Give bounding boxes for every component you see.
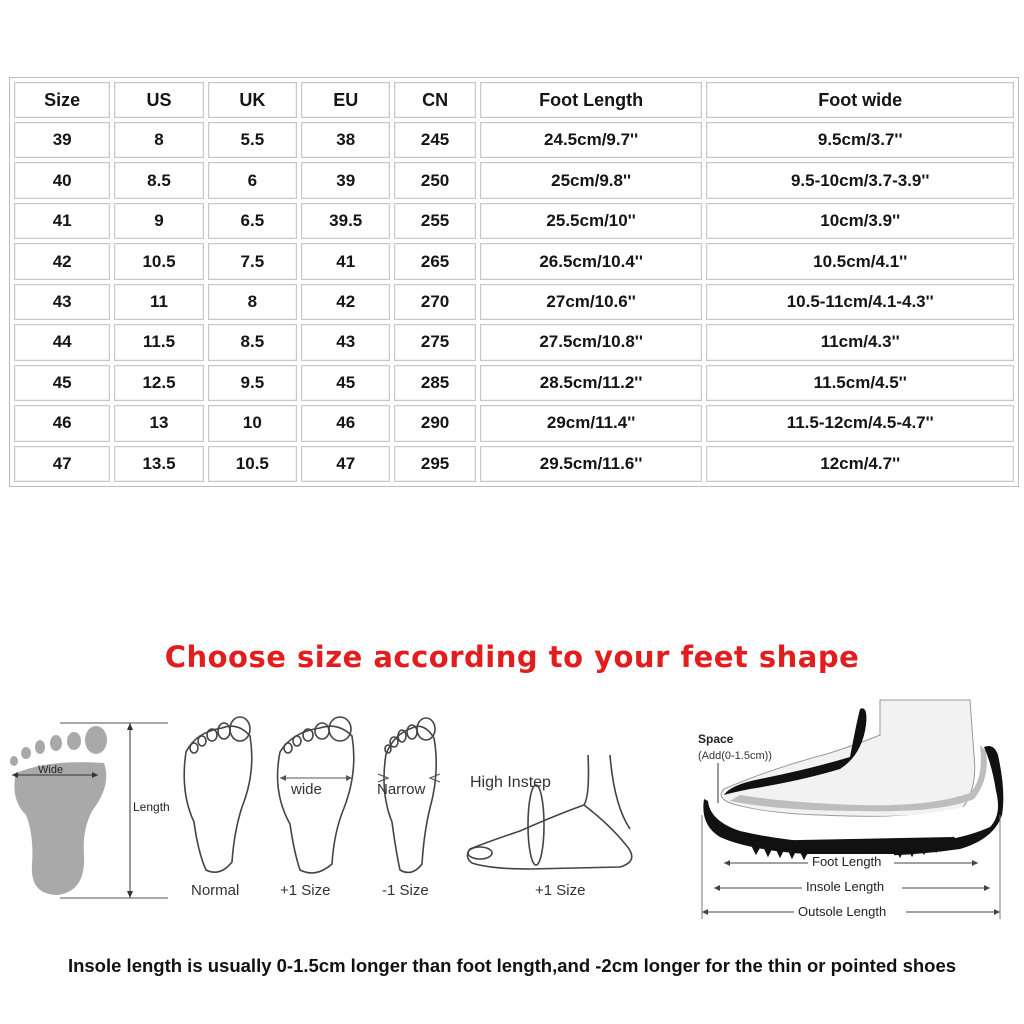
- table-cell: 46: [14, 405, 110, 441]
- table-cell: 43: [301, 324, 390, 360]
- table-cell: 43: [14, 284, 110, 320]
- header-cn: CN: [394, 82, 475, 118]
- table-header-row: [14, 82, 1014, 118]
- table-cell: 10.5: [208, 446, 297, 483]
- table-row: [14, 365, 1014, 401]
- shoe-length-diagram: [690, 695, 1010, 930]
- insole-length-label: Insole Length: [806, 879, 885, 894]
- table-row: [14, 446, 1014, 483]
- table-cell: 13.5: [114, 446, 203, 483]
- table-row: [14, 284, 1014, 320]
- table-cell: 29.5cm/11.6'': [480, 446, 703, 483]
- table-cell: 45: [14, 365, 110, 401]
- table-cell: 5.5: [208, 122, 297, 158]
- foot-measurement-diagram: [0, 715, 180, 905]
- table-cell: 38: [301, 122, 390, 158]
- table-cell: 265: [394, 243, 475, 279]
- table-cell: 41: [301, 243, 390, 279]
- header-eu: EU: [301, 82, 390, 118]
- header-size: Size: [14, 82, 110, 118]
- table-cell: 10.5cm/4.1'': [706, 243, 1014, 279]
- gray-footprint-icon: [10, 726, 107, 895]
- table-cell: 8: [114, 122, 203, 158]
- table-cell: 295: [394, 446, 475, 483]
- table-cell: 9.5cm/3.7'': [706, 122, 1014, 158]
- side-foot-icon: [467, 755, 631, 869]
- table-body: [14, 122, 1014, 482]
- foot-length-label: Foot Length: [812, 854, 882, 869]
- table-cell: 8: [208, 284, 297, 320]
- table-cell: 13: [114, 405, 203, 441]
- table-cell: 45: [301, 365, 390, 401]
- table-cell: 270: [394, 284, 475, 320]
- table-cell: 27.5cm/10.8'': [480, 324, 703, 360]
- table-cell: 12.5: [114, 365, 203, 401]
- table-cell: 46: [301, 405, 390, 441]
- table-cell: 11.5-12cm/4.5-4.7'': [706, 405, 1014, 441]
- high-instep-diagram: [460, 745, 650, 885]
- table-cell: 6.5: [208, 203, 297, 239]
- high-instep-caption: +1 Size: [535, 882, 586, 899]
- header-foot-length: Foot Length: [480, 82, 703, 118]
- header-us: US: [114, 82, 203, 118]
- table-cell: 26.5cm/10.4'': [480, 243, 703, 279]
- table-cell: 9: [114, 203, 203, 239]
- table-cell: 42: [301, 284, 390, 320]
- wide-label: Wide: [38, 764, 64, 776]
- table-cell: 11cm/4.3'': [706, 324, 1014, 360]
- table-cell: 11: [114, 284, 203, 320]
- table-row: [14, 243, 1014, 279]
- table-row: [14, 122, 1014, 158]
- table-cell: 28.5cm/11.2'': [480, 365, 703, 401]
- table-cell: 39.5: [301, 203, 390, 239]
- outsole-length-label: Outsole Length: [798, 904, 887, 919]
- wide-caption: +1 Size: [280, 882, 331, 899]
- table-cell: 285: [394, 365, 475, 401]
- table-cell: 29cm/11.4'': [480, 405, 703, 441]
- section-headline: Choose size according to your feet shape: [164, 640, 860, 674]
- table-cell: 47: [14, 446, 110, 483]
- table-cell: 255: [394, 203, 475, 239]
- table-cell: 12cm/4.7'': [706, 446, 1014, 483]
- table-cell: 44: [14, 324, 110, 360]
- high-instep-label: High Instep: [470, 774, 551, 791]
- normal-foot-outline: [172, 712, 262, 877]
- wide-label: wide: [291, 781, 322, 798]
- table-cell: 8.5: [114, 162, 203, 198]
- table-cell: 275: [394, 324, 475, 360]
- insole-length-note: Insole length is usually 0-1.5cm longer than foot length,and -2cm longer for the thin or pointed shoes: [67, 955, 957, 976]
- table-cell: 9.5: [208, 365, 297, 401]
- table-cell: 10cm/3.9'': [706, 203, 1014, 239]
- table-cell: 42: [14, 243, 110, 279]
- table-cell: 250: [394, 162, 475, 198]
- table-cell: 7.5: [208, 243, 297, 279]
- header-foot-wide: Foot wide: [706, 82, 1014, 118]
- table-cell: 39: [301, 162, 390, 198]
- narrow-label: Narrow: [377, 781, 426, 798]
- table-cell: 25.5cm/10'': [480, 203, 703, 239]
- table-row: [14, 162, 1014, 198]
- table-cell: 6: [208, 162, 297, 198]
- space-sub-label: (Add(0-1.5cm)): [698, 750, 772, 762]
- table-cell: 10.5-11cm/4.1-4.3'': [706, 284, 1014, 320]
- table-cell: 10: [208, 405, 297, 441]
- table-cell: 11.5: [114, 324, 203, 360]
- table-cell: 27cm/10.6'': [480, 284, 703, 320]
- space-label: Space: [698, 732, 734, 746]
- normal-caption: Normal: [191, 882, 240, 899]
- table-row: [14, 405, 1014, 441]
- table-row: [14, 324, 1014, 360]
- size-chart-table: [9, 77, 1019, 487]
- table-cell: 24.5cm/9.7'': [480, 122, 703, 158]
- table-cell: 8.5: [208, 324, 297, 360]
- narrow-caption: -1 Size: [382, 882, 429, 899]
- table-cell: 10.5: [114, 243, 203, 279]
- table-cell: 11.5cm/4.5'': [706, 365, 1014, 401]
- table-row: [14, 203, 1014, 239]
- table-cell: 9.5-10cm/3.7-3.9'': [706, 162, 1014, 198]
- normal-foot-icon: [184, 717, 252, 872]
- table-cell: 47: [301, 446, 390, 483]
- table-cell: 41: [14, 203, 110, 239]
- length-label: Length: [133, 800, 170, 814]
- table-cell: 290: [394, 405, 475, 441]
- table-cell: 245: [394, 122, 475, 158]
- header-uk: UK: [208, 82, 297, 118]
- table-cell: 40: [14, 162, 110, 198]
- table-cell: 25cm/9.8'': [480, 162, 703, 198]
- table-cell: 39: [14, 122, 110, 158]
